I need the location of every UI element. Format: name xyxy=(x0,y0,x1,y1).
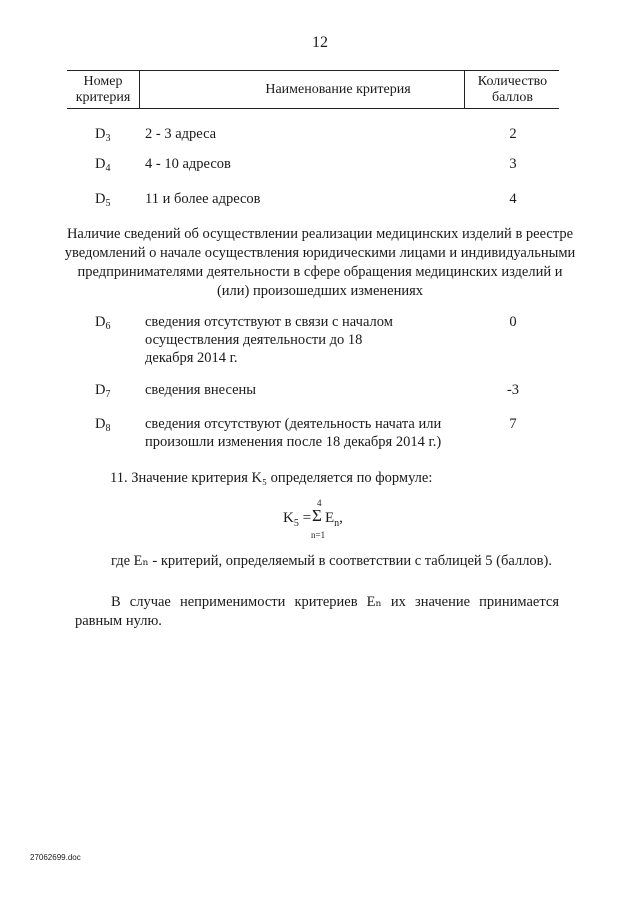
formula-upper-limit: 4 xyxy=(317,498,322,508)
row-criterion-d8: сведения отсутствуют (деятельность начата или произошли изменения после 18 декабря 2014 г.) xyxy=(145,416,442,450)
footer-filename: 27062699.doc xyxy=(30,853,81,862)
paragraph-zero: В случае неприменимости критериев Eₙ их значение принимается равным нулю. xyxy=(75,594,559,629)
paragraph-where: где Eₙ - критерий, определяемый в соответствии с таблицей 5 (баллов). xyxy=(111,553,552,569)
row-criterion-d4: 4 - 10 адресов xyxy=(145,156,231,172)
table-header xyxy=(67,70,559,109)
row-code-d4: $D_4$ xyxy=(95,156,111,174)
page-number: 12 xyxy=(312,34,328,51)
row-code-d8: $D_8$ xyxy=(95,416,111,434)
row-score-d5: 4 xyxy=(509,191,517,207)
row-score-d8: 7 xyxy=(509,416,517,432)
formula-lower-limit: n=1 xyxy=(311,530,326,540)
row-criterion-d6: сведения отсутствуют в связи с началом осуществления деятельности до 18 декабря 2014 г. xyxy=(145,314,393,366)
row-code-d6: $D_6$ xyxy=(95,314,111,332)
row-criterion-d3: 2 - 3 адреса xyxy=(145,126,217,142)
row-criterion-d7: сведения внесены xyxy=(145,382,257,398)
header-name: Наименование критерия xyxy=(139,71,536,108)
row-code-d7: $D_7$ xyxy=(95,382,111,400)
row-code-d3: $D_3$ xyxy=(95,126,111,144)
formula-k5 xyxy=(0,498,640,544)
paragraph-11: 11. Значение критерия K₅ определяется по формуле: xyxy=(110,470,433,486)
sigma-icon: Σ xyxy=(312,506,322,525)
formula-term: $E_n$, xyxy=(325,510,343,529)
row-score-d4: 3 xyxy=(509,156,517,172)
row-criterion-d5: 11 и более адресов xyxy=(145,191,261,207)
section-heading: Наличие сведений об осуществлении реализации медицинских изделий в реестре уведомлений о начале осуществления юридическими лицами и индивидуальными предпринимателями деятельности в сфере обращения медицинских изделий и (или) произошедших изменениях xyxy=(64,226,576,299)
formula-lhs: $K_5$ = xyxy=(283,510,312,529)
row-score-d3: 2 xyxy=(509,126,517,142)
header-number: Номер критерия xyxy=(75,73,131,105)
row-score-d7: -3 xyxy=(506,382,520,398)
row-score-d6: 0 xyxy=(509,314,517,330)
row-code-d5: $D_5$ xyxy=(95,191,111,209)
header-score: Количество баллов xyxy=(464,71,560,108)
